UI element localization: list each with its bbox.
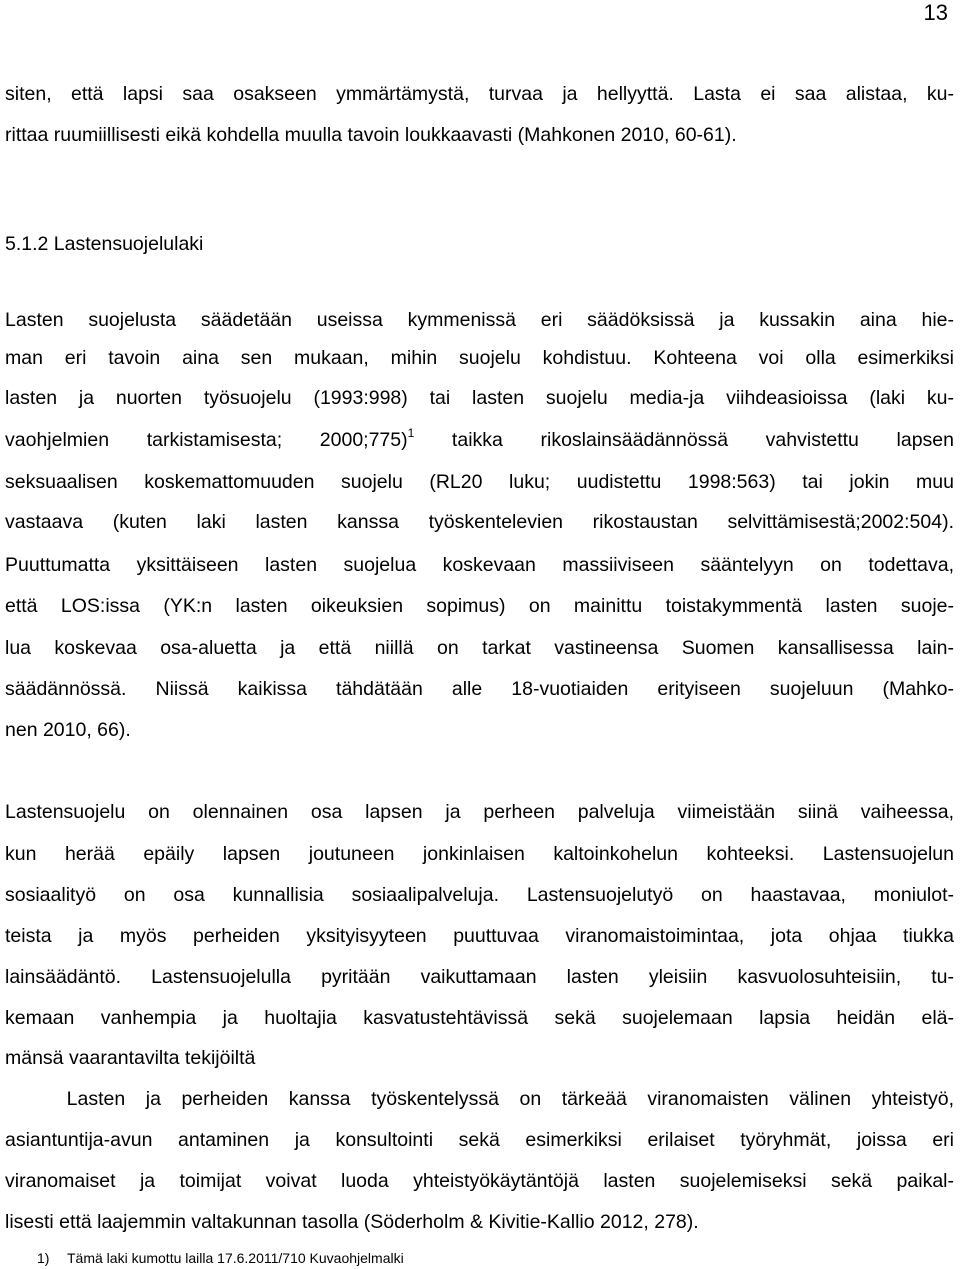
- paragraph-line: kemaan vanhempia ja huoltajia kasvatustehtävissä sekä suojelemaan lapsia heidän elä-: [5, 1007, 954, 1029]
- paragraph-line: kun herää epäily lapsen joutuneen jonkinlaisen kaltoinkohelun kohteeksi. Lastensuojelun: [5, 843, 954, 865]
- paragraph-line: sosiaalityö on osa kunnallisia sosiaalipalveluja. Lastensuojelutyö on haastavaa, moniulot-: [5, 884, 954, 906]
- paragraph-line: teista ja myös perheiden yksityisyyteen puuttuvaa viranomaistoimintaa, jota ohjaa tiukka: [5, 925, 954, 947]
- footnote-reference: 1: [407, 426, 415, 440]
- paragraph-line: vastaava (kuten laki lasten kanssa työskentelevien rikostaustan selvittämisestä;2002:504).: [5, 511, 954, 533]
- footnote: [37, 1249, 404, 1267]
- paragraph-line: lasten ja nuorten työsuojelu (1993:998) tai lasten suojelu media-ja viihdeasioissa (laki ku-: [5, 387, 954, 409]
- paragraph-line: rittaa ruumiillisesti eikä kohdella muulla tavoin loukkaavasti (Mahkonen 2010, 60-61).: [5, 124, 737, 146]
- paragraph-line: Lasten ja perheiden kanssa työskentelyssä on tärkeää viranomaisten välinen yhteistyö,: [5, 1088, 954, 1110]
- line-text: vaohjelmien tarkistamisesta; 2000;775): [5, 429, 408, 451]
- paragraph-line: lua koskevaa osa-aluetta ja että niillä on tarkat vastineensa Suomen kansallisessa lain-: [5, 637, 954, 659]
- paragraph-line: viranomaiset ja toimijat voivat luoda yhteistyökäytäntöjä lasten suojelemiseksi sekä paikal-: [5, 1170, 954, 1192]
- page-number: 13: [923, 0, 948, 25]
- section-heading: 5.1.2 Lastensuojelulaki: [5, 233, 204, 255]
- paragraph-line: seksuaalisen koskemattomuuden suojelu (RL20 luku; uudistettu 1998:563) tai jokin muu: [5, 471, 954, 493]
- paragraph-line: Lastensuojelu on olennainen osa lapsen ja perheen palveluja viimeistään siinä vaiheessa,: [5, 801, 954, 823]
- paragraph-line: lainsäädäntö. Lastensuojelulla pyritään vaikuttamaan lasten yleisiin kasvuolosuhteisiin, tu-: [5, 966, 954, 988]
- paragraph-line: mänsä vaarantavilta tekijöiltä: [5, 1047, 256, 1069]
- paragraph-line: että LOS:issa (YK:n lasten oikeuksien sopimus) on mainittu toistakymmentä lasten suoje-: [5, 595, 954, 617]
- paragraph-line: lisesti että laajemmin valtakunnan tasolla (Söderholm & Kivitie-Kallio 2012, 278).: [5, 1211, 699, 1233]
- footnote-text: Tämä laki kumottu lailla 17.6.2011/710 Kuvaohjelmalki: [67, 1250, 404, 1266]
- paragraph-line: [5, 428, 954, 452]
- paragraph-line: nen 2010, 66).: [5, 719, 131, 741]
- paragraph-line: Puuttumatta yksittäiseen lasten suojelua koskevaan massiiviseen sääntelyyn on todettava,: [5, 554, 954, 576]
- paragraph-line: man eri tavoin aina sen mukaan, mihin suojelu kohdistuu. Kohteena voi olla esimerkiksi: [5, 347, 954, 369]
- footnote-number: 1): [37, 1250, 50, 1266]
- paragraph-line: säädännössä. Niissä kaikissa tähdätään alle 18-vuotiaiden erityiseen suojeluun (Mahko-: [5, 678, 954, 700]
- line-text: taikka rikoslainsäädännössä vahvistettu lapsen: [414, 429, 954, 451]
- paragraph-line: asiantuntija-avun antaminen ja konsultointi sekä esimerkiksi erilaiset työryhmät, joissa eri: [5, 1129, 954, 1151]
- paragraph-line: Lasten suojelusta säädetään useissa kymmenissä eri säädöksissä ja kussakin aina hie-: [5, 309, 954, 331]
- paragraph-line: siten, että lapsi saa osakseen ymmärtämystä, turvaa ja hellyyttä. Lasta ei saa alistaa, ku-: [5, 83, 954, 105]
